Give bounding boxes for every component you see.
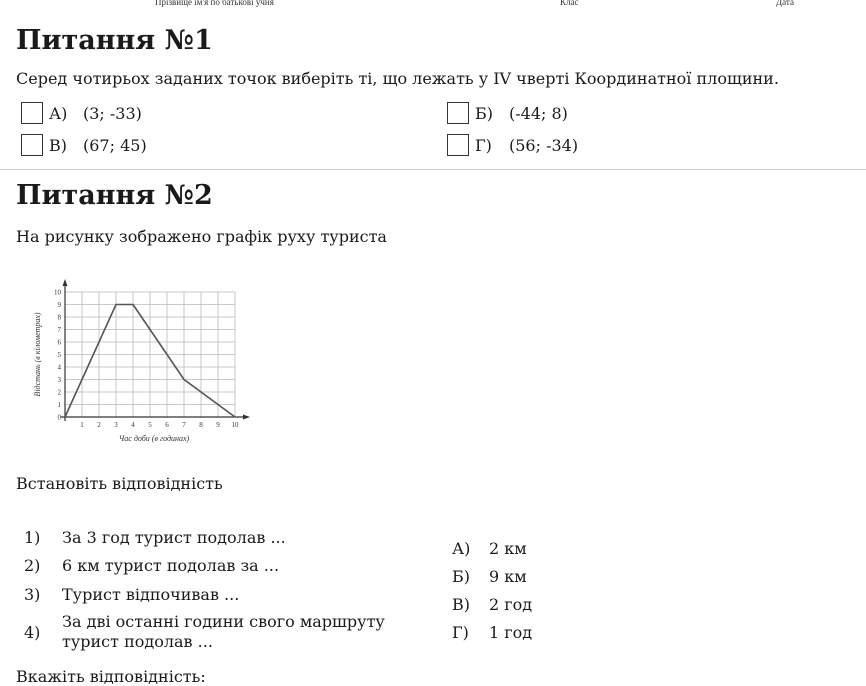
answer-v-text: 2 год (489, 595, 533, 614)
y-tick-label: 3 (57, 376, 61, 384)
y-tick-label: 8 (57, 313, 61, 322)
x-tick-label: 9 (216, 421, 220, 429)
answer-g (452, 623, 532, 642)
option-g[interactable] (447, 134, 578, 156)
x-tick-label: 7 (182, 421, 186, 429)
y-tick-label: 2 (57, 388, 61, 397)
option-v-checkbox[interactable] (21, 134, 43, 156)
answer-a (452, 539, 527, 558)
y-axis-arrow-icon (63, 279, 68, 286)
class-caption: Клас (560, 0, 579, 7)
option-v[interactable] (21, 134, 147, 156)
x-axis-arrow-icon (243, 415, 250, 420)
option-a[interactable] (21, 102, 142, 124)
match-item-2 (0, 556, 430, 578)
y-tick-label: 4 (57, 363, 61, 372)
answer-b-text: 9 км (489, 567, 527, 586)
option-b-value: (-44; 8) (509, 103, 568, 123)
x-axis-label: Час доби (в годинах) (118, 434, 190, 443)
match-item-1-text: За 3 год турист подолав ... (62, 528, 286, 547)
answer-v (452, 595, 532, 614)
question-1-text: Серед чотирьох заданих точок виберіть ті, що лежать у IV чверті Координатної площини. (16, 69, 779, 88)
question-2-text: На рисунку зображено графік руху туриста (16, 227, 387, 246)
option-a-letter: А) (49, 103, 68, 123)
x-tick-label: 3 (114, 421, 118, 429)
option-a-value: (3; -33) (83, 103, 142, 123)
match-item-2-num: 2) (24, 556, 41, 575)
option-g-letter: Г) (475, 135, 492, 155)
answer-b (452, 567, 527, 586)
option-v-value: (67; 45) (83, 135, 147, 155)
y-tick-label: 9 (57, 301, 61, 309)
option-v-letter: В) (49, 135, 67, 155)
match-item-3 (0, 585, 430, 607)
answer-v-letter: В) (452, 595, 470, 614)
x-tick-label: 8 (199, 421, 203, 429)
match-item-3-num: 3) (24, 585, 41, 604)
date-caption: Дата (776, 0, 794, 7)
y-tick-label: 10 (54, 288, 61, 297)
option-b-letter: Б) (475, 103, 493, 123)
match-item-4-text: За дві останні години свого маршруту турист подолав ... (62, 612, 385, 651)
x-tick-label: 10 (231, 421, 239, 429)
answer-b-letter: Б) (452, 567, 470, 586)
question-2-title: Питання №2 (16, 180, 213, 211)
name-caption: Прізвище ім'я по батькові учня (155, 0, 274, 7)
distance-time-chart (28, 278, 253, 448)
question-1-title: Питання №1 (16, 25, 213, 56)
answer-a-text: 2 км (489, 539, 527, 558)
option-b[interactable] (447, 102, 568, 124)
x-tick-label: 5 (148, 421, 152, 429)
y-tick-label: 7 (57, 326, 61, 334)
match-item-1-num: 1) (24, 528, 41, 547)
answer-g-text: 1 год (489, 623, 533, 642)
option-a-checkbox[interactable] (21, 102, 43, 124)
y-tick-label: 5 (57, 351, 61, 359)
answer-a-letter: А) (452, 539, 471, 558)
match-item-2-text: 6 км турист подолав за ... (62, 556, 280, 575)
answer-g-letter: Г) (452, 623, 469, 642)
y-tick-label: 0 (57, 413, 61, 422)
match-prompt: Встановіть відповідність (16, 474, 223, 493)
y-axis-label: Відстань (в кілометрах) (33, 312, 42, 397)
option-g-value: (56; -34) (509, 135, 579, 155)
match-item-4-num: 4) (24, 623, 41, 642)
match-item-3-text: Турист відпочивав ... (62, 585, 240, 604)
option-g-checkbox[interactable] (447, 134, 469, 156)
x-tick-label: 1 (80, 421, 84, 429)
y-tick-label: 1 (57, 401, 61, 409)
x-tick-label: 2 (97, 421, 101, 429)
x-tick-label: 6 (165, 421, 169, 429)
match-item-4 (0, 612, 430, 654)
match-item-1 (0, 528, 430, 550)
section-divider (0, 169, 866, 170)
x-tick-label: 4 (131, 421, 135, 429)
answer-instruction: Вкажіть відповідність: (16, 667, 206, 686)
header-captions (0, 0, 866, 12)
option-b-checkbox[interactable] (447, 102, 469, 124)
y-tick-label: 6 (57, 338, 61, 347)
